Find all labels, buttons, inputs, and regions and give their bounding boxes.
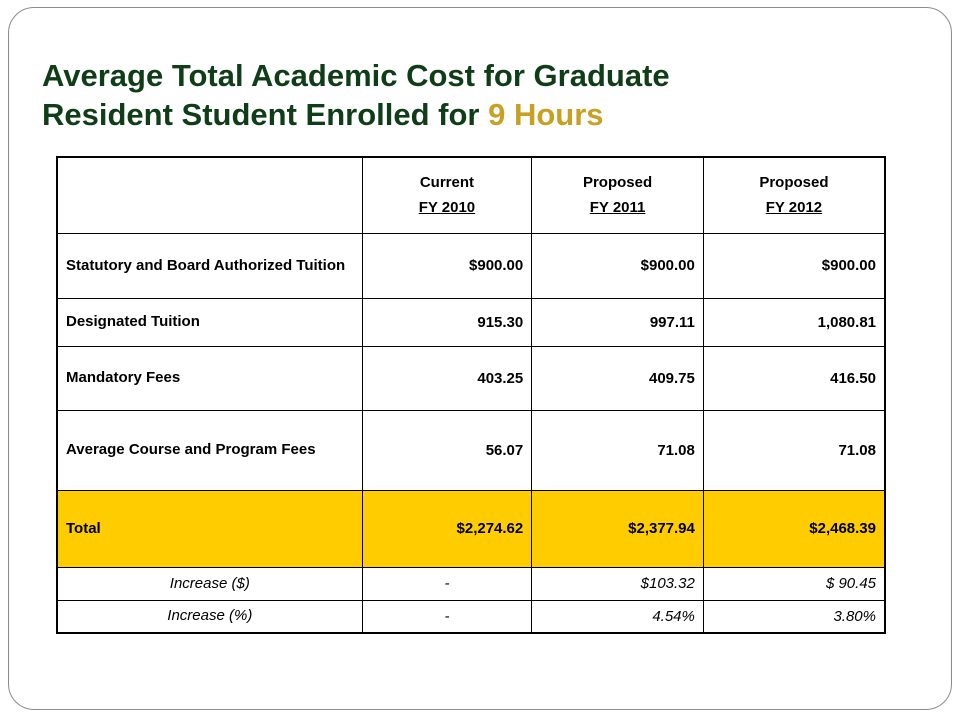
- row-value: $900.00: [362, 233, 532, 298]
- increase-dollars-value: $ 90.45: [703, 567, 885, 600]
- increase-dollars-row: [57, 567, 885, 600]
- title-highlight: 9 Hours: [488, 97, 604, 132]
- row-value: 997.11: [532, 298, 704, 346]
- increase-percent-value: 3.80%: [703, 600, 885, 633]
- header-year: FY 2010: [418, 199, 476, 217]
- header-year: FY 2012: [765, 199, 823, 217]
- academic-cost-table: [56, 156, 886, 634]
- slide-title: [42, 56, 922, 134]
- row-value: 56.07: [362, 410, 532, 490]
- increase-dollars-label: Increase ($): [57, 567, 362, 600]
- row-value: $900.00: [532, 233, 704, 298]
- increase-percent-label: Increase (%): [57, 600, 362, 633]
- header-fy2010: [362, 157, 532, 233]
- total-label: Total: [57, 490, 362, 567]
- header-label: Proposed: [582, 174, 653, 192]
- row-value: 71.08: [532, 410, 704, 490]
- header-label: Current: [419, 174, 475, 192]
- increase-percent-row: [57, 600, 885, 633]
- total-value: $2,274.62: [362, 490, 532, 567]
- table-row: [57, 410, 885, 490]
- header-fy2011: [532, 157, 704, 233]
- row-label: Statutory and Board Authorized Tuition: [57, 233, 362, 298]
- row-value: 1,080.81: [703, 298, 885, 346]
- row-value: 71.08: [703, 410, 885, 490]
- table-row: [57, 233, 885, 298]
- table-row: [57, 346, 885, 410]
- title-line-2: Resident Student Enrolled for: [42, 97, 489, 132]
- row-value: 416.50: [703, 346, 885, 410]
- row-value: $900.00: [703, 233, 885, 298]
- row-label: Designated Tuition: [57, 298, 362, 346]
- total-row: [57, 490, 885, 567]
- increase-percent-value: -: [362, 600, 532, 633]
- title-line-1: Average Total Academic Cost for Graduate: [42, 58, 670, 93]
- total-value: $2,377.94: [532, 490, 704, 567]
- row-value: 409.75: [532, 346, 704, 410]
- row-label: Average Course and Program Fees: [57, 410, 362, 490]
- row-label: Mandatory Fees: [57, 346, 362, 410]
- header-label: Proposed: [759, 174, 829, 192]
- increase-dollars-value: -: [362, 567, 532, 600]
- increase-percent-value: 4.54%: [532, 600, 704, 633]
- total-value: $2,468.39: [703, 490, 885, 567]
- table-header-row: [57, 157, 885, 233]
- header-fy2012: [703, 157, 885, 233]
- table-row: [57, 298, 885, 346]
- header-empty-cell: [57, 157, 362, 233]
- increase-dollars-value: $103.32: [532, 567, 704, 600]
- row-value: 403.25: [362, 346, 532, 410]
- row-value: 915.30: [362, 298, 532, 346]
- header-year: FY 2011: [589, 199, 646, 217]
